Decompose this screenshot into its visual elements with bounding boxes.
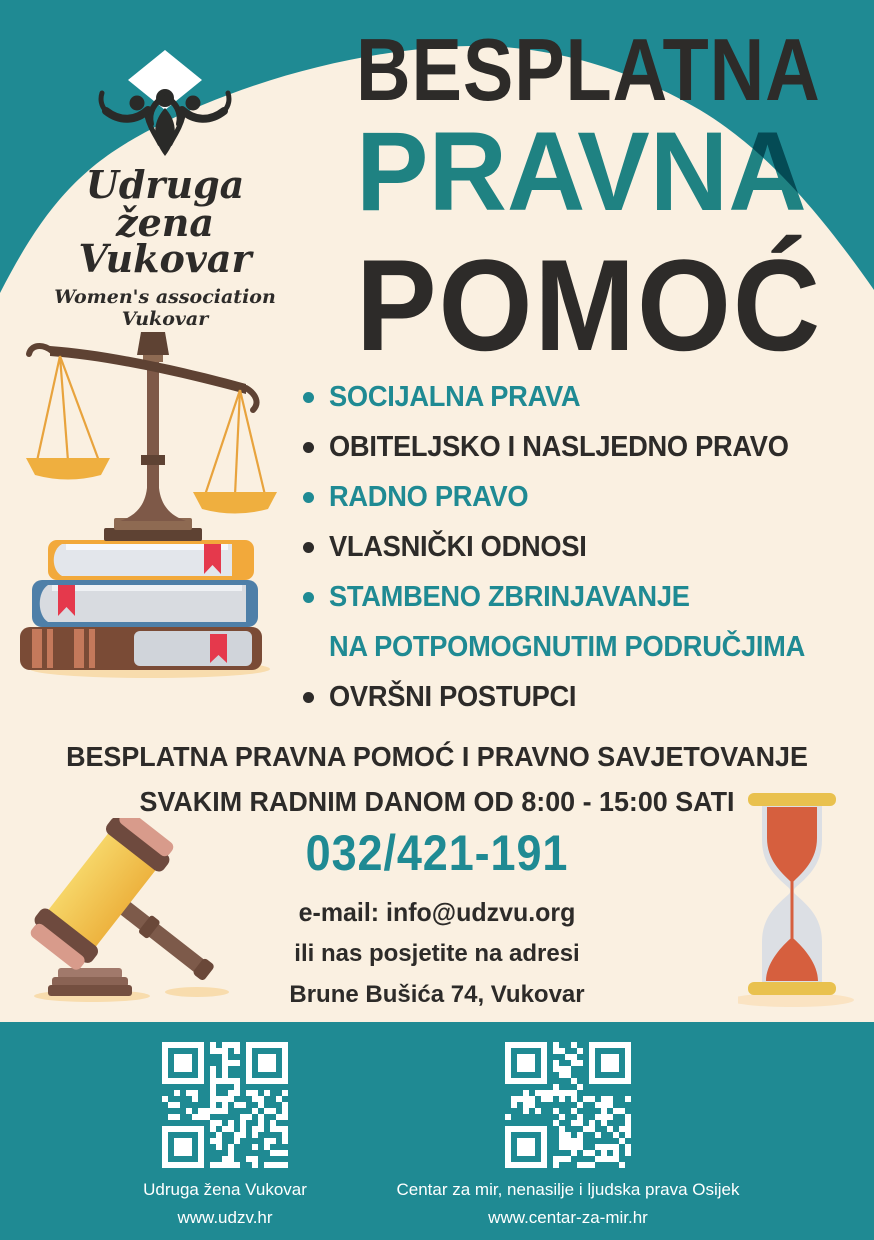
email-line: e-mail: info@udzvu.org <box>298 897 576 927</box>
availability-line1: BESPLATNA PRAVNA POMOĆ I PRAVNO SAVJETOVANJE <box>66 741 808 772</box>
qr-code-udzv <box>162 1042 288 1168</box>
service-item <box>303 533 835 562</box>
service-label: STAMBENO ZBRINJAVANJE <box>329 581 690 613</box>
title-line2: PRAVNA <box>356 109 807 234</box>
bullet-icon <box>303 492 314 503</box>
footer-url-left: www.udzv.hr <box>177 1208 273 1228</box>
scales-of-justice-icon <box>18 328 303 693</box>
bullet-icon <box>303 442 314 453</box>
service-item-continuation <box>303 633 835 662</box>
footer-label-left <box>75 1176 375 1232</box>
service-label: OVRŠNI POSTUPCI <box>329 681 577 713</box>
gavel-icon <box>22 818 277 1018</box>
org-name-line2: Vukovar <box>78 236 252 281</box>
service-label: VLASNIČKI ODNOSI <box>329 531 587 563</box>
service-item <box>303 383 835 412</box>
service-item <box>303 583 835 612</box>
org-name-line1: Udruga žena <box>85 162 245 245</box>
availability-line2: SVAKIM RADNIM DANOM OD 8:00 - 15:00 SATI <box>139 786 735 817</box>
service-item <box>303 683 835 712</box>
org-subtitle: Women's association Vukovar <box>54 286 276 330</box>
service-label: OBITELJSKO I NASLJEDNO PRAVO <box>329 431 789 463</box>
people-diamond-logo-icon <box>98 48 232 166</box>
services-list <box>303 383 835 733</box>
visit-line: ili nas posjetite na adresi <box>294 940 580 967</box>
footer-org-left: Udruga žena Vukovar <box>143 1180 307 1199</box>
title-line3: POMOĆ <box>356 232 823 378</box>
bullet-icon <box>303 392 314 403</box>
qr-code-centar-za-mir <box>505 1042 631 1168</box>
organization-logo <box>38 48 292 330</box>
phone-number: 032/421-191 <box>305 825 569 881</box>
bullet-icon <box>303 692 314 703</box>
bullet-icon <box>303 592 314 603</box>
service-label: SOCIJALNA PRAVA <box>329 381 581 413</box>
footer-url-right: www.centar-za-mir.hr <box>488 1208 648 1228</box>
hourglass-icon <box>738 778 862 1013</box>
bullet-icon <box>303 542 314 553</box>
footer-org-right: Centar za mir, nenasilje i ljudska prava Osijek <box>396 1180 740 1199</box>
service-item <box>303 483 835 512</box>
footer-label-right <box>368 1176 768 1232</box>
service-item <box>303 433 835 462</box>
address-line: Brune Bušića 74, Vukovar <box>289 981 585 1008</box>
service-label: RADNO PRAVO <box>329 481 529 513</box>
service-label: NA POTPOMOGNUTIM PODRUČJIMA <box>329 631 806 663</box>
title-line1: BESPLATNA <box>356 20 821 119</box>
